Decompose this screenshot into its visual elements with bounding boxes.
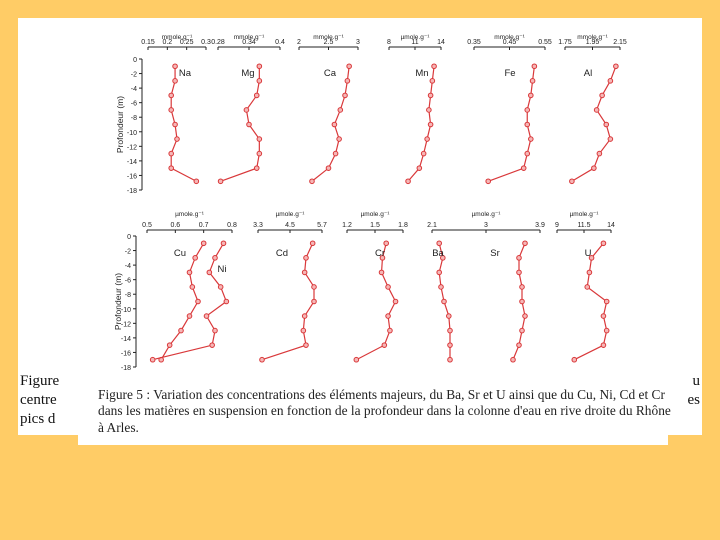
panel-1-4 [387, 34, 445, 184]
x-tick-label: 14 [437, 39, 445, 46]
y-tick-label: -10 [126, 129, 137, 137]
data-point [382, 343, 387, 348]
chart-row-1 [115, 34, 627, 195]
data-point [312, 299, 317, 304]
data-point [601, 343, 606, 348]
data-point [173, 64, 178, 69]
x-tick-label: 3 [356, 39, 360, 46]
x-tick-label: 9 [555, 222, 559, 229]
data-point [520, 299, 525, 304]
data-point [379, 270, 384, 275]
data-point [432, 64, 437, 69]
data-point [169, 166, 174, 171]
data-point [347, 64, 352, 69]
x-tick-label: 0.35 [467, 39, 481, 46]
data-point [304, 343, 309, 348]
data-point [600, 93, 605, 98]
x-tick-label: 1.5 [370, 222, 380, 229]
y-tick-label: -2 [124, 248, 131, 256]
data-point [439, 285, 444, 290]
series-label-na: Na [178, 68, 192, 79]
x-tick-label: 3.3 [253, 222, 263, 229]
series-label-u: U [584, 248, 592, 259]
series-label-cd: Cd [275, 248, 289, 259]
data-point [608, 137, 613, 142]
data-point [169, 93, 174, 98]
panel-2-1 [142, 211, 237, 362]
data-point [417, 166, 422, 171]
data-point [427, 108, 432, 113]
panel-1-5 [467, 34, 552, 184]
unit-label: µmole.g⁻¹ [175, 211, 204, 218]
panel-1-3 [297, 34, 360, 184]
data-point [525, 122, 530, 127]
data-point [173, 79, 178, 84]
panel-2-3 [342, 211, 408, 362]
data-point [254, 93, 259, 98]
data-point [207, 270, 212, 275]
y-tick-label: -6 [130, 100, 137, 108]
x-tick-label: 5.7 [317, 222, 327, 229]
series-label-mg: Mg [241, 68, 255, 79]
panel-2-2 [253, 211, 327, 362]
data-point [601, 241, 606, 246]
data-point [310, 241, 315, 246]
series-line-ca [312, 66, 349, 181]
x-tick-label: 0.3 [201, 39, 211, 46]
series-line-u [574, 243, 606, 359]
caption-text: Variation des concentrations des éléments majeurs, du Ba, Sr et U ainsi que du Cu, Ni, Cd et Cr dans les matières en suspension en fonction de la profondeur dans la colonne d'eau en rive droite du Rhône à Arles. [98, 387, 671, 435]
data-point [448, 328, 453, 333]
data-point [354, 357, 359, 362]
data-point [244, 108, 249, 113]
unit-label: mmole.g⁻¹ [161, 34, 193, 41]
series-line-al [572, 66, 616, 181]
data-point [193, 256, 198, 261]
data-point [597, 151, 602, 156]
data-point [257, 79, 262, 84]
data-point [587, 270, 592, 275]
data-point [425, 137, 430, 142]
data-point [169, 151, 174, 156]
data-point [326, 166, 331, 171]
data-point [430, 79, 435, 84]
y-tick-label: 0 [127, 234, 131, 241]
figure-caption [98, 387, 673, 436]
data-point [204, 314, 209, 319]
data-point [190, 285, 195, 290]
data-point [169, 108, 174, 113]
series-label-mn: Mn [415, 68, 429, 79]
data-point [257, 151, 262, 156]
x-tick-label: 14 [607, 222, 615, 229]
y-tick-label: -12 [120, 321, 131, 329]
x-tick-label: 0.55 [538, 39, 552, 46]
data-point [187, 314, 192, 319]
panel-1-6 [558, 34, 627, 184]
data-point [312, 285, 317, 290]
data-point [442, 299, 447, 304]
data-point [570, 179, 575, 184]
data-point [254, 166, 259, 171]
data-point [388, 328, 393, 333]
y-tick-label: -18 [120, 365, 131, 372]
data-point [521, 166, 526, 171]
data-point [302, 270, 307, 275]
series-label-cu: Cu [173, 248, 187, 259]
caption-label: Figure 5 : [98, 387, 151, 402]
data-point [592, 166, 597, 171]
data-point [604, 328, 609, 333]
x-tick-label: 8 [387, 39, 391, 46]
data-point [421, 151, 426, 156]
panel-1-2 [211, 34, 285, 184]
x-tick-label: 1.2 [342, 222, 352, 229]
y-tick-label: -16 [126, 173, 137, 181]
series-label-ni: Ni [217, 264, 227, 275]
data-point [333, 151, 338, 156]
data-point [218, 179, 223, 184]
data-point [614, 64, 619, 69]
bg-line-2-left: centre [20, 392, 57, 408]
panel-2-5 [555, 211, 615, 362]
y-tick-label: -14 [126, 158, 137, 166]
data-point [437, 270, 442, 275]
data-point [604, 122, 609, 127]
y-tick-label: -2 [130, 71, 137, 79]
y-tick-label: -16 [120, 350, 131, 358]
series-label-fe: Fe [504, 68, 516, 79]
data-point [213, 328, 218, 333]
data-point [511, 357, 516, 362]
bg-line-1-right: u [692, 373, 700, 389]
data-point [572, 357, 577, 362]
x-tick-label: 0.7 [198, 222, 209, 229]
y-axis-title: Profondeur (m) [115, 95, 125, 154]
series-label-al: Al [583, 68, 593, 79]
x-tick-label: 1.8 [398, 222, 408, 229]
data-point [210, 343, 215, 348]
unit-label: µmole.g⁻¹ [471, 211, 501, 218]
data-point [585, 285, 590, 290]
data-point [345, 79, 350, 84]
data-point [486, 179, 491, 184]
x-tick-label: 0.6 [170, 222, 181, 229]
data-point [448, 343, 453, 348]
data-point [604, 299, 609, 304]
series-line-ni [153, 243, 227, 359]
data-point [437, 241, 442, 246]
data-point [386, 285, 391, 290]
data-point [224, 299, 229, 304]
bg-line-3-left: pics d [20, 411, 56, 427]
x-tick-label: 0.4 [275, 39, 285, 46]
bg-line-2-right: es [687, 392, 700, 408]
data-point [520, 328, 525, 333]
data-point [221, 241, 226, 246]
unit-label: µmole.g⁻¹ [400, 34, 430, 41]
series-line-cd [262, 243, 314, 359]
series-label-cr: Cr [374, 248, 386, 259]
y-tick-label: -4 [124, 263, 131, 271]
chart-row-2 [113, 211, 615, 372]
y-tick-label: -12 [126, 144, 137, 152]
data-point [525, 151, 530, 156]
data-point [594, 108, 599, 113]
data-point [523, 314, 528, 319]
y-tick-label: -8 [130, 115, 137, 123]
bg-line-1-left: Figure [20, 373, 60, 389]
data-point [187, 270, 192, 275]
x-tick-label: 2.5 [323, 39, 334, 46]
y-tick-label: -8 [124, 292, 131, 300]
data-point [384, 241, 389, 246]
x-tick-label: 2.15 [613, 39, 627, 46]
x-tick-label: 0.28 [211, 39, 225, 46]
y-tick-label: -14 [120, 335, 131, 343]
data-point [301, 328, 306, 333]
data-point [179, 328, 184, 333]
data-point [517, 270, 522, 275]
x-tick-label: 0.5 [142, 222, 152, 229]
data-point [447, 314, 452, 319]
data-point [428, 122, 433, 127]
unit-label: mmole.g⁻¹ [313, 34, 344, 41]
y-tick-label: -6 [124, 277, 131, 285]
data-point [529, 137, 534, 142]
data-point [520, 285, 525, 290]
x-tick-label: 1.75 [558, 39, 572, 46]
x-tick-label: 1.95 [585, 39, 600, 46]
data-point [532, 64, 537, 69]
unit-label: µmole.g⁻¹ [569, 211, 599, 218]
data-point [175, 137, 180, 142]
x-tick-label: 0.45 [502, 39, 517, 46]
x-tick-label: 0.34 [242, 39, 256, 46]
data-point [257, 137, 262, 142]
data-point [260, 357, 265, 362]
x-tick-label: 0.2 [162, 39, 173, 46]
data-point [337, 137, 342, 142]
data-point [601, 314, 606, 319]
series-line-mg [221, 66, 260, 181]
y-tick-label: -4 [130, 86, 137, 94]
x-tick-label: 0.8 [227, 222, 237, 229]
series-label-sr: Sr [490, 248, 500, 259]
data-point [218, 285, 223, 290]
x-tick-label: 11.5 [577, 222, 591, 229]
data-point [167, 343, 172, 348]
data-point [393, 299, 398, 304]
y-axis-title: Profondeur (m) [113, 272, 123, 331]
x-tick-label: 0.15 [141, 39, 155, 46]
x-tick-label: 3 [484, 222, 488, 229]
data-point [173, 122, 178, 127]
unit-label: mmole.g⁻¹ [577, 34, 608, 41]
data-point [530, 79, 535, 84]
data-point [386, 314, 391, 319]
data-point [332, 122, 337, 127]
data-point [247, 122, 252, 127]
series-line-cr [356, 243, 395, 359]
data-point [523, 241, 528, 246]
unit-label: mmole.g⁻¹ [494, 34, 525, 41]
y-tick-label: 0 [133, 57, 137, 64]
data-point [338, 108, 343, 113]
data-point [302, 314, 307, 319]
panel-2-4 [427, 211, 545, 362]
data-point [194, 179, 199, 184]
y-tick-label: -10 [120, 306, 131, 314]
data-point [517, 256, 522, 261]
data-point [406, 179, 411, 184]
chart-rows [113, 34, 627, 372]
data-point [525, 108, 530, 113]
x-tick-label: 3.9 [535, 222, 545, 229]
data-point [448, 357, 453, 362]
data-point [343, 93, 348, 98]
series-label-ca: Ca [323, 68, 337, 79]
panel-1-1 [141, 34, 211, 184]
unit-label: mmole.g⁻¹ [233, 34, 265, 41]
unit-label: µmole.g⁻¹ [275, 211, 305, 218]
data-point [150, 357, 155, 362]
data-point [213, 256, 218, 261]
x-tick-label: 4.5 [285, 222, 295, 229]
x-tick-label: 0.25 [179, 39, 194, 46]
x-tick-label: 11 [411, 39, 419, 46]
unit-label: µmole.g⁻¹ [360, 211, 390, 218]
data-point [196, 299, 201, 304]
data-point [310, 179, 315, 184]
y-tick-label: -18 [126, 188, 137, 195]
data-point [517, 343, 522, 348]
data-point [201, 241, 206, 246]
x-tick-label: 2 [297, 39, 301, 46]
data-point [257, 64, 262, 69]
data-point [608, 79, 613, 84]
series-label-ba: Ba [432, 248, 444, 259]
data-point [304, 256, 309, 261]
data-point [428, 93, 433, 98]
x-tick-label: 2.1 [427, 222, 437, 229]
data-point [529, 93, 534, 98]
